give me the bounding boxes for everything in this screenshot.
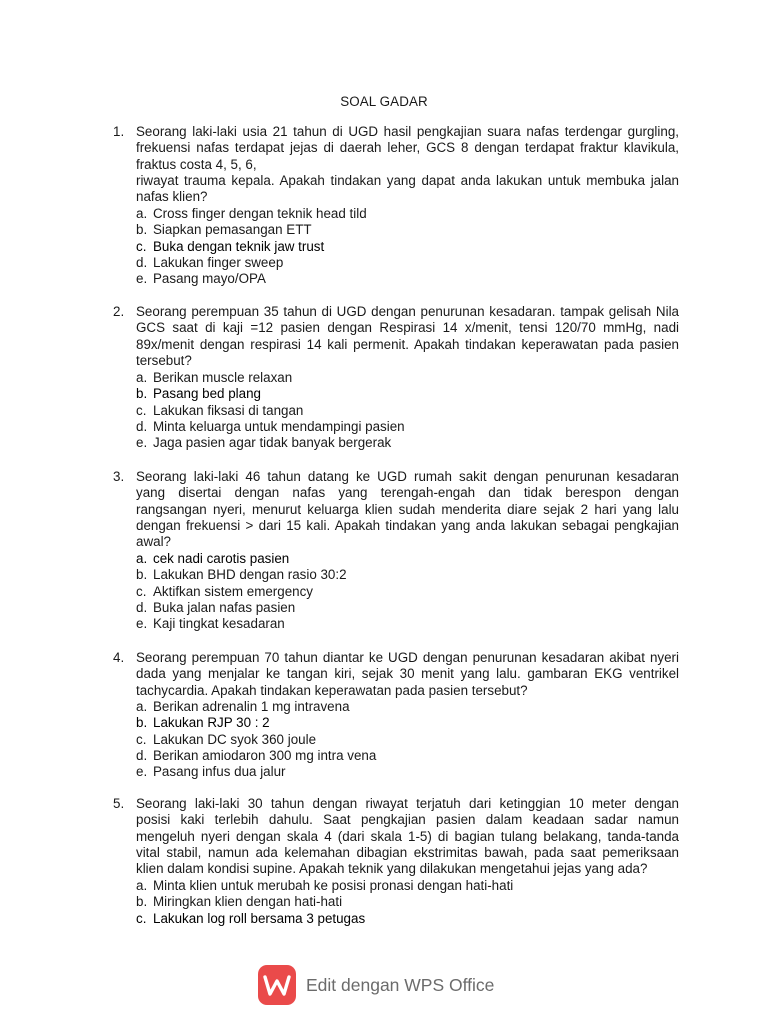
option-list [136, 699, 696, 780]
wps-edit-banner[interactable] [258, 965, 518, 1005]
option-d: d. Buka jalan nafas pasien [136, 599, 296, 615]
option-list [136, 370, 696, 451]
option-list [136, 206, 696, 287]
question-line: fraktus costa 4, 5, 6, [136, 156, 257, 172]
question-line: GCS saat di kaji =12 pasien dengan Respirasi 14 x/menit, tensi 120/70 mmHg, nadi [136, 320, 679, 336]
question-number: 5. [113, 796, 125, 811]
question-line: frekuensi nafas terdapat jejas di daerah leher, GCS 8 dengan terdapat fraktur klavikula, [136, 140, 679, 156]
question-text [136, 650, 679, 699]
option-e: e. Kaji tingkat kesadaran [136, 616, 285, 632]
question-line: riwayat trauma kepala. Apakah tindakan yang dapat anda lakukan untuk membuka jalan [136, 172, 679, 188]
option-d: d. Lakukan finger sweep [136, 254, 284, 270]
question-text [136, 796, 679, 877]
question-line: Seorang laki-laki usia 21 tahun di UGD hasil pengkajian suara nafas terdengar gurgling, [136, 124, 679, 139]
question-line: tachycardia. Apakah tindakan keperawatan pada pasien tersebut? [136, 682, 528, 698]
question-number: 3. [113, 469, 125, 484]
option-a: a. Cross finger dengan teknik head tild [136, 206, 367, 221]
question-number: 1. [113, 124, 125, 139]
document-title: SOAL GADAR [340, 94, 428, 109]
question-line: Seorang laki-laki 30 tahun dengan riwayat terjatuh dari ketinggian 10 meter dengan [136, 796, 679, 811]
question-number: 4. [113, 650, 125, 665]
question-line: dada yang menjalar ke tangan kiri, sejak 30 menit yang lalu. gambaran EKG ventrikel [136, 666, 679, 682]
question-text [136, 469, 679, 550]
question-line: Seorang perempuan 70 tahun diantar ke UGD dengan penurunan kesadaran akibat nyeri [136, 650, 679, 665]
option-a: a. Minta klien untuk merubah ke posisi pronasi dengan hati-hati [136, 878, 514, 893]
option-c: c. Buka dengan teknik jaw trust [136, 238, 325, 254]
option-d: d. Minta keluarga untuk mendampingi pasien [136, 418, 405, 434]
option-c: c. Lakukan log roll bersama 3 petugas [136, 910, 366, 926]
question-line: yang disertai dengan nafas yang terengah-engah dan tidak berespon dengan [136, 485, 679, 501]
option-e: e. Jaga pasien agar tidak banyak bergerak [136, 435, 392, 451]
question-line: Seorang laki-laki 46 tahun datang ke UGD rumah sakit dengan penurunan kesadaran [136, 469, 679, 484]
option-c: c. Aktifkan sistem emergency [136, 583, 314, 599]
question-line: mengeluh nyeri dengan skala 4 (dari skala 1-5) di bagian tulang belakang, tanda-tanda [136, 828, 679, 844]
question-line: posisi kaki terlebih dahulu. Saat pengkajian pasien dalam keadaan sadar namun [136, 812, 679, 828]
option-b: b. Lakukan RJP 30 : 2 [136, 715, 270, 731]
option-b: b. Miringkan klien dengan hati-hati [136, 894, 343, 910]
option-e: e. Pasang infus dua jalur [136, 764, 286, 780]
option-c: c. Lakukan fiksasi di tangan [136, 402, 304, 418]
option-b: b. Lakukan BHD dengan rasio 30:2 [136, 567, 347, 583]
question-line: nafas klien? [136, 189, 208, 205]
question-text [136, 124, 679, 205]
option-a: a. Berikan muscle relaxan [136, 370, 293, 385]
option-a: a. cek nadi carotis pasien [136, 551, 290, 566]
option-d: d. Berikan amiodaron 300 mg intra vena [136, 747, 377, 763]
question-line: vital stabil, namun ada kelemahan dibagian ekstrimitas bawah, pada saat pemeriksaan [136, 844, 679, 860]
wps-edit-label[interactable]: Edit dengan WPS Office [306, 975, 495, 995]
option-c: c. Lakukan DC syok 360 joule [136, 731, 317, 747]
question-line: tersebut? [136, 352, 192, 368]
option-list [136, 878, 696, 927]
question-line: awal? [136, 534, 171, 550]
question-text [136, 304, 679, 369]
option-b: b. Pasang bed plang [136, 386, 261, 402]
question-line: klien dalam kondisi supine. Apakah teknik yang dilakukan mengetahui jejas yang ada? [136, 861, 648, 877]
wps-office-icon[interactable] [258, 965, 296, 1005]
option-list [136, 551, 696, 632]
question-line: 89x/menit dengan respirasi 14 kali permenit. Apakah tindakan keperawatan pada pasien [136, 336, 679, 352]
option-a: a. Berikan adrenalin 1 mg intravena [136, 699, 350, 714]
question-line: dengan frekuensi > dari 15 kali. Apakah tindakan yang anda lakukan sebagai pengkajian [136, 517, 679, 533]
question-number: 2. [113, 304, 125, 319]
question-line: rangsangan nyeri, menurut keluarga klien sudah menderita diare sejak 2 hari yang lalu [136, 501, 679, 517]
question-line: Seorang perempuan 35 tahun di UGD dengan penurunan kesadaran. tampak gelisah Nila [136, 304, 679, 319]
option-e: e. Pasang mayo/OPA [136, 271, 266, 287]
wps-w-glyph-icon [258, 965, 296, 1005]
option-b: b. Siapkan pemasangan ETT [136, 222, 312, 238]
